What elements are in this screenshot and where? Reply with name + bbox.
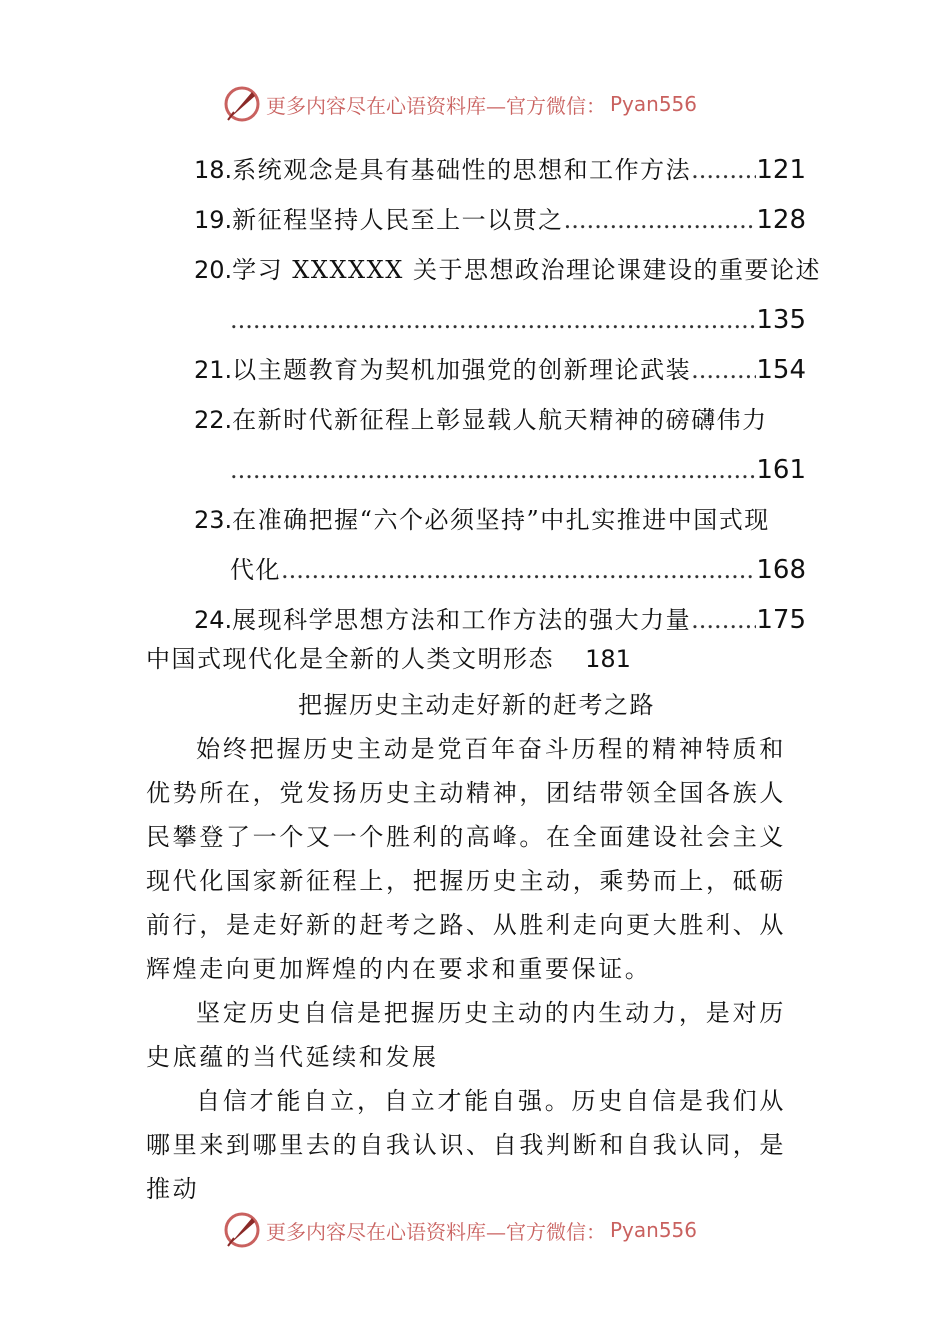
toc-page: 128 [756, 205, 806, 235]
watermark-wechat: Pyan556 [610, 1218, 698, 1242]
article-paragraph-1: 始终把握历史主动是党百年奋斗历程的精神特质和优势所在，党发扬历史主动精神，团结带领全国各族人民攀登了一个又一个胜利的高峰。在全面建设社会主义现代化国家新征程上，把握历史主动，乘势而上，砥砺前行，是走好新的赶考之路、从胜利走向更大胜利、从辉煌走向更加辉煌的内在要求和重要保证。 [146, 735, 786, 983]
toc-title-continued: 代化 [230, 556, 281, 584]
watermark-wechat: Pyan556 [610, 92, 698, 116]
toc-index: 18. [194, 156, 233, 184]
toc-page: 154 [756, 355, 806, 385]
toc-title: 新征程坚持人民至上一以贯之 [232, 206, 564, 234]
toc-list [194, 145, 821, 645]
watermark-banner-bottom [222, 1210, 697, 1250]
quill-logo-icon [222, 84, 262, 124]
toc-page: 168 [756, 555, 806, 585]
toc-index: 19. [194, 206, 233, 234]
watermark-text: 更多内容尽在心语资料库—官方微信： [266, 1219, 606, 1244]
toc-entry-24 [194, 595, 806, 645]
toc-entry-22 [194, 395, 806, 445]
toc-page: 161 [756, 455, 806, 485]
toc-entry-23-continued [194, 545, 806, 595]
toc-index: 23. [194, 506, 233, 534]
article-title: 把握历史主动走好新的赶考之路 [298, 691, 655, 719]
toc-extra-page: 181 [585, 645, 631, 673]
toc-leader [691, 345, 756, 395]
toc-title: 学习 XXXXXX 关于思想政治理论课建设的重要论述 [232, 256, 821, 284]
toc-leader [230, 295, 756, 345]
toc-entry-19 [194, 195, 806, 245]
quill-logo-icon [222, 1210, 262, 1250]
toc-leader [230, 445, 756, 495]
article-paragraph-2: 坚定历史自信是把握历史主动的内生动力，是对历史底蕴的当代延续和发展 [146, 999, 786, 1071]
toc-leader [691, 595, 756, 645]
toc-entry-23 [194, 495, 806, 545]
toc-leader [564, 195, 757, 245]
toc-entry-18 [194, 145, 806, 195]
toc-title: 系统观念是具有基础性的思想和工作方法 [232, 156, 692, 184]
toc-index: 21. [194, 356, 233, 384]
toc-page: 121 [756, 155, 806, 185]
toc-title: 在新时代新征程上彰显载人航天精神的磅礴伟力 [232, 406, 768, 434]
toc-index: 22. [194, 406, 233, 434]
toc-extra-title: 中国式现代化是全新的人类文明形态 [146, 645, 554, 673]
watermark-text: 更多内容尽在心语资料库—官方微信： [266, 93, 606, 118]
toc-page: 175 [756, 605, 806, 635]
toc-entry-22-continued [194, 445, 806, 495]
article-paragraph-3: 自信才能自立，自立才能自强。历史自信是我们从哪里来到哪里去的自我认识、自我判断和自我认同，是推动 [146, 1087, 786, 1203]
toc-title: 在准确把握“六个必须坚持”中扎实推进中国式现 [232, 506, 770, 534]
toc-entry-21 [194, 345, 806, 395]
toc-leader [691, 145, 756, 195]
watermark-banner-top [222, 84, 697, 124]
toc-extra-entry [146, 642, 631, 676]
toc-index: 24. [194, 606, 233, 634]
toc-title: 以主题教育为契机加强党的创新理论武装 [232, 356, 692, 384]
toc-entry-20-continued [194, 295, 806, 345]
toc-page: 135 [756, 305, 806, 335]
toc-index: 20. [194, 256, 233, 284]
toc-leader [281, 545, 756, 595]
toc-entry-20 [194, 245, 821, 295]
toc-title: 展现科学思想方法和工作方法的强大力量 [232, 606, 692, 634]
